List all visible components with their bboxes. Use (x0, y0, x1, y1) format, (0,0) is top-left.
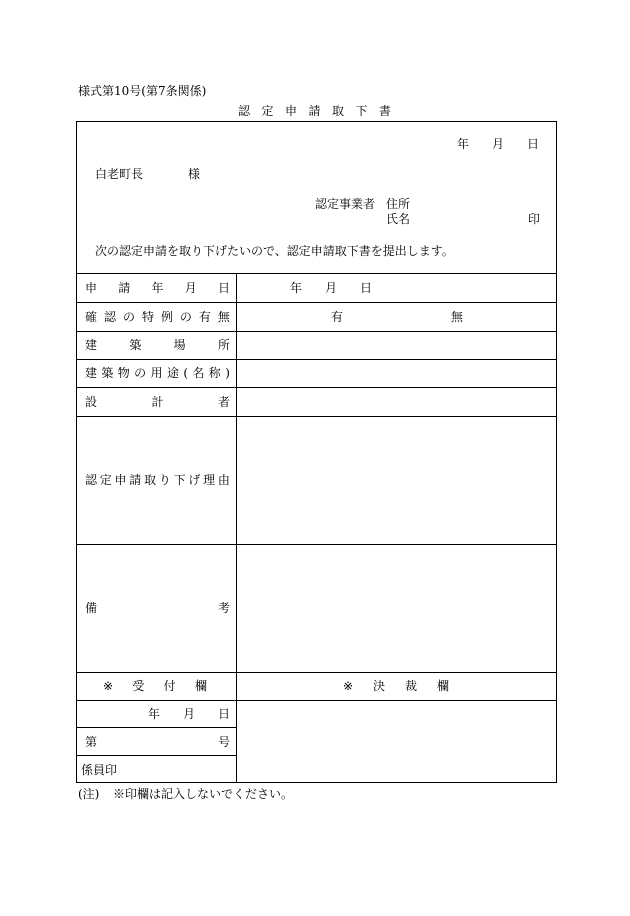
label-char: 定 (99, 473, 112, 487)
label-char: 請 (129, 473, 142, 487)
label-char: 月 (184, 281, 197, 295)
label-char: ( (183, 366, 189, 380)
label-char: 備 (85, 601, 98, 615)
label-char: 確 (85, 310, 98, 324)
label-char: 物 (117, 366, 130, 380)
reception-number-prefix: 第 (85, 735, 98, 749)
label-char: 建 (85, 338, 98, 352)
label-char: 途 (166, 366, 179, 380)
label-char: 申 (85, 281, 98, 295)
label-char: 用 (150, 366, 163, 380)
reception-day-label: 日 (217, 707, 230, 721)
header-char: 裁 (404, 679, 417, 693)
label-char: 認 (103, 310, 116, 324)
divider (76, 416, 557, 417)
date-month-label: 月 (491, 137, 504, 151)
header-char: 受 (132, 679, 145, 693)
reception-number-suffix: 号 (217, 735, 230, 749)
address-label: 住所 (386, 197, 411, 211)
column-divider (236, 273, 237, 783)
title-char: 書 (378, 104, 391, 118)
divider (76, 359, 557, 360)
label-char: 申 (114, 473, 127, 487)
label-char: 名 (192, 366, 205, 380)
label-char: 日 (217, 281, 230, 295)
remarks-field[interactable] (238, 546, 555, 671)
date-day-label: 日 (526, 137, 539, 151)
document-title (238, 104, 391, 118)
label-char: 取 (144, 473, 157, 487)
header-char: ※ (103, 679, 114, 693)
label-char: 所 (217, 338, 230, 352)
label-char: の (179, 310, 192, 324)
note-label: (注) (78, 787, 100, 801)
honorific: 様 (188, 167, 201, 181)
divider (76, 387, 557, 388)
reception-header (103, 679, 207, 693)
exception-no-option[interactable]: 無 (451, 310, 464, 324)
usage-field[interactable] (238, 361, 555, 386)
remarks-label (85, 601, 230, 615)
label-char: 者 (217, 395, 230, 409)
label-char: 称 (208, 366, 221, 380)
divider (76, 273, 557, 274)
divider (76, 727, 237, 728)
header-char: 付 (163, 679, 176, 693)
title-char: 下 (355, 104, 368, 118)
exception-yes-option[interactable]: 有 (331, 310, 344, 324)
exception-label (85, 310, 230, 324)
title-char: 認 (238, 104, 251, 118)
seal-mark: 印 (528, 212, 541, 226)
header-char: 欄 (436, 679, 449, 693)
field-day-label: 日 (359, 281, 372, 295)
label-char: 建 (85, 366, 98, 380)
label-char: り (158, 473, 171, 487)
label-char: の (134, 366, 147, 380)
header-char: ※ (343, 679, 354, 693)
application-date-field[interactable] (290, 281, 372, 295)
applicant-label: 認定事業者 (315, 197, 376, 211)
submission-date[interactable] (457, 137, 539, 151)
divider (76, 544, 557, 545)
label-char: 築 (101, 366, 114, 380)
designer-field[interactable] (238, 389, 555, 415)
title-char: 取 (331, 104, 344, 118)
date-year-label: 年 (457, 137, 470, 151)
label-char: 無 (217, 310, 230, 324)
usage-label (85, 366, 230, 380)
title-char: 定 (261, 104, 274, 118)
location-label (85, 338, 230, 352)
label-char: 例 (160, 310, 173, 324)
label-char: の (122, 310, 135, 324)
label-char: 計 (151, 395, 164, 409)
field-month-label: 月 (324, 281, 337, 295)
divider (76, 331, 557, 332)
divider (76, 672, 557, 673)
decision-header (343, 679, 449, 693)
label-char: 認 (85, 473, 98, 487)
reception-month-label: 月 (182, 707, 195, 721)
form-number: 様式第10号(第7条関係) (78, 84, 207, 98)
label-char: 年 (151, 281, 164, 295)
label-char: 特 (141, 310, 154, 324)
label-char: 築 (129, 338, 142, 352)
addressee: 白老町長 (95, 167, 144, 181)
divider (76, 302, 557, 303)
label-char: 下 (173, 473, 186, 487)
label-char: 由 (217, 473, 230, 487)
divider (76, 700, 557, 701)
header-char: 欄 (194, 679, 207, 693)
reception-year-label: 年 (148, 707, 161, 721)
label-char: 請 (118, 281, 131, 295)
reception-date (148, 707, 230, 721)
label-char: 考 (217, 601, 230, 615)
statement: 次の認定申請を取り下げたいので、認定申請取下書を提出します。 (95, 244, 454, 258)
label-char: 場 (173, 338, 186, 352)
note-text: ※印欄は記入しないでください。 (113, 787, 294, 801)
label-char: 有 (198, 310, 211, 324)
reason-label (85, 473, 230, 487)
reception-number (85, 735, 230, 749)
label-char: 理 (203, 473, 216, 487)
label-char: ) (225, 366, 230, 380)
designer-label (85, 395, 230, 409)
title-char: 申 (284, 104, 297, 118)
location-field[interactable] (238, 333, 555, 358)
staff-seal-label: 係員印 (81, 763, 118, 777)
label-char: 設 (85, 395, 98, 409)
name-label: 氏名 (386, 212, 411, 226)
header-char: 決 (373, 679, 386, 693)
application-date-label (85, 281, 230, 295)
reason-field[interactable] (238, 418, 555, 543)
label-char: げ (188, 473, 201, 487)
title-char: 請 (308, 104, 321, 118)
field-year-label: 年 (290, 281, 303, 295)
divider (76, 755, 237, 756)
